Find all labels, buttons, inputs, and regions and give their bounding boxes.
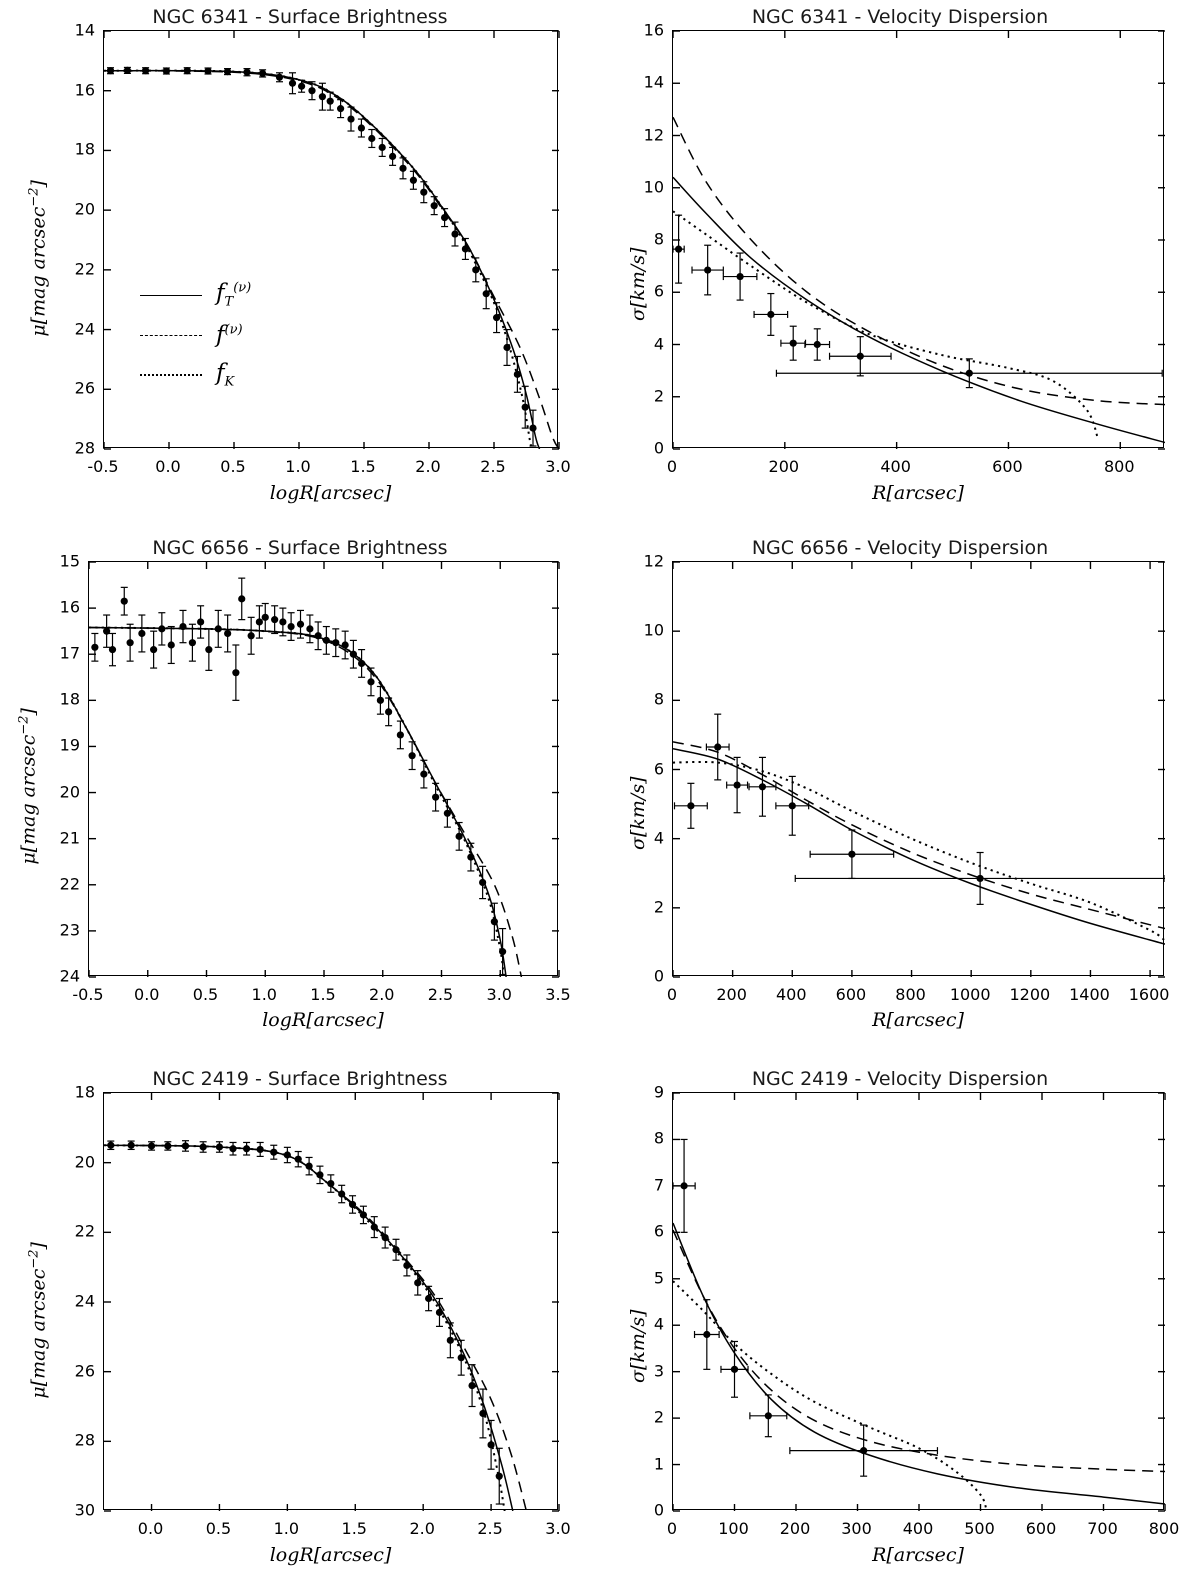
y-tick-label: 24 [74, 1291, 95, 1311]
data-point [848, 851, 855, 858]
data-point [256, 618, 263, 625]
data-point [687, 802, 694, 809]
y-tick-label: 22 [74, 1221, 95, 1241]
data-point [514, 371, 521, 378]
y-tick-label: 24 [74, 319, 95, 339]
x-axis-label: logR[arcsec] [262, 1009, 384, 1031]
data-point [158, 625, 165, 632]
x-tick-label: 1000 [949, 985, 991, 1004]
data-point [714, 743, 721, 750]
data-point [456, 833, 463, 840]
y-tick-label: 5 [653, 1268, 664, 1288]
x-tick-label: 0.5 [220, 457, 246, 476]
y-tick-label: 15 [59, 551, 80, 571]
data-point [522, 404, 529, 411]
data-point [306, 625, 313, 632]
data-point [305, 1163, 312, 1170]
x-tick-label: 200 [779, 1519, 811, 1538]
data-point [420, 189, 427, 196]
data-point [420, 771, 427, 778]
data-point [271, 616, 278, 623]
y-tick-label: 26 [74, 378, 95, 398]
plot-area [672, 30, 1164, 448]
data-point [229, 1145, 236, 1152]
data-point [295, 1156, 302, 1163]
data-point [458, 1354, 465, 1361]
data-point [243, 1145, 250, 1152]
y-tick-label: 6 [653, 1221, 664, 1241]
legend-item-f [140, 315, 251, 355]
data-point [315, 632, 322, 639]
y-tick-label: 22 [59, 874, 80, 894]
y-tick-label: 16 [59, 597, 80, 617]
data-point [389, 153, 396, 160]
data-point [447, 1337, 454, 1344]
data-point [487, 1441, 494, 1448]
data-point [347, 115, 354, 122]
data-point [323, 637, 330, 644]
x-tick-label: 3.0 [545, 457, 571, 476]
data-point [150, 646, 157, 653]
data-point [124, 67, 131, 74]
data-point [493, 314, 500, 321]
data-point [397, 731, 404, 738]
y-tick-label: 20 [74, 199, 95, 219]
x-tick-label: 3.0 [545, 1519, 571, 1538]
data-point [262, 614, 269, 621]
x-tick-label: 1.0 [251, 985, 277, 1004]
legend-label-f: $f^{(\nu)}$ [216, 322, 243, 348]
y-tick-label: 20 [59, 782, 80, 802]
data-point [441, 214, 448, 221]
y-tick-label: 8 [653, 689, 664, 709]
y-tick-label: 28 [74, 438, 95, 458]
y-tick-label: 3 [653, 1361, 664, 1381]
data-point [358, 660, 365, 667]
data-point [182, 1142, 189, 1149]
plot-area [103, 1092, 558, 1510]
x-tick-label: 3.0 [486, 985, 512, 1004]
data-point [444, 810, 451, 817]
panel-title: NGC 6656 - Surface Brightness [152, 537, 448, 559]
plot-area [88, 561, 558, 976]
data-point [279, 618, 286, 625]
data-point [128, 1142, 135, 1149]
data-point [91, 644, 98, 651]
plot-area [672, 561, 1164, 976]
x-tick-label: 400 [880, 457, 911, 476]
data-point [215, 625, 222, 632]
x-tick-label: 200 [716, 985, 747, 1004]
legend-label-fk: $f_K$ [216, 360, 235, 390]
curve-dotted [104, 1145, 505, 1511]
data-point [257, 1146, 264, 1153]
x-tick-label: -0.5 [87, 457, 119, 476]
data-point [736, 273, 743, 280]
x-tick-label: 500 [964, 1519, 995, 1538]
y-tick-label: 2 [653, 1407, 664, 1427]
data-point [966, 370, 973, 377]
data-point [197, 618, 204, 625]
data-point [675, 246, 682, 253]
x-tick-label: 2.0 [409, 1519, 435, 1538]
panel-ngc6341-sb [0, 0, 600, 531]
y-tick-label: 28 [74, 1430, 95, 1450]
y-tick-label: 14 [74, 20, 95, 40]
data-point [491, 918, 498, 925]
legend-swatch-dotted [140, 374, 202, 376]
data-point [479, 1410, 486, 1417]
data-point [216, 1143, 223, 1150]
data-point [860, 1447, 867, 1454]
data-point [731, 1366, 738, 1373]
data-point [163, 67, 170, 74]
legend [140, 275, 251, 395]
data-point [790, 340, 797, 347]
x-tick-label: 200 [768, 457, 800, 476]
x-tick-label: 2.0 [369, 985, 395, 1004]
y-tick-label: 26 [74, 1361, 95, 1381]
y-tick-label: 16 [74, 80, 95, 100]
x-tick-label: 600 [992, 457, 1023, 476]
data-point [409, 752, 416, 759]
curve-dashed [673, 742, 1165, 929]
data-point [327, 98, 334, 105]
data-point [371, 1224, 378, 1231]
y-tick-label: 0 [653, 438, 664, 458]
data-point [350, 651, 357, 658]
data-point [496, 1473, 503, 1480]
y-tick-label: 10 [643, 620, 664, 640]
data-point [759, 783, 766, 790]
y-tick-label: 8 [653, 1128, 664, 1148]
data-point [298, 83, 305, 90]
x-tick-label: 400 [775, 985, 807, 1004]
y-tick-label: 4 [653, 334, 664, 353]
y-tick-label: 18 [74, 139, 95, 159]
data-point [276, 74, 283, 81]
plot-canvas [104, 1093, 559, 1511]
data-point [308, 87, 315, 94]
y-tick-label: 19 [59, 735, 80, 755]
panel-title: NGC 2419 - Surface Brightness [152, 1068, 448, 1090]
data-point [204, 67, 211, 74]
x-tick-label: 800 [1148, 1519, 1180, 1538]
data-point [184, 67, 191, 74]
legend-label-ft: $f_T^{(\nu)}$ [216, 280, 252, 310]
panel-ngc6656-vd [600, 531, 1200, 1062]
x-tick-label: 1.0 [285, 457, 311, 476]
x-tick-label: 2.5 [480, 457, 506, 476]
panel-title: NGC 6341 - Surface Brightness [152, 6, 448, 28]
y-axis-label: σ[km/s] [627, 776, 649, 850]
y-tick-label: 21 [59, 828, 80, 848]
data-point [259, 70, 266, 77]
y-tick-label: 12 [643, 551, 664, 571]
y-tick-label: 23 [59, 920, 80, 940]
x-tick-label: 700 [1087, 1519, 1118, 1538]
data-point [483, 290, 490, 297]
x-tick-label: 0.0 [134, 985, 160, 1004]
plot-canvas [89, 562, 559, 977]
panel-ngc6341-vd [600, 0, 1200, 531]
data-point [342, 641, 349, 648]
panel-ngc2419-sb [0, 1062, 600, 1594]
x-axis-label: R[arcsec] [872, 482, 964, 504]
y-axis-label: μ[mag arcsec$^{-2}$] [16, 708, 40, 865]
y-tick-label: 1 [653, 1454, 664, 1474]
y-axis-label: μ[mag arcsec$^{-2}$] [26, 1242, 50, 1399]
data-point [316, 1171, 323, 1178]
data-point [205, 646, 212, 653]
data-point [349, 1201, 356, 1208]
panel-ngc6656-sb [0, 531, 600, 1062]
data-point [243, 69, 250, 76]
y-tick-label: 17 [59, 643, 80, 663]
x-tick-label: 3.5 [545, 985, 571, 1004]
x-tick-label: 800 [895, 985, 926, 1004]
x-tick-label: 1200 [1009, 985, 1051, 1004]
legend-swatch-dashed [140, 335, 202, 336]
y-axis-label: σ[km/s] [627, 247, 649, 321]
data-point [367, 678, 374, 685]
y-tick-label: 24 [59, 966, 80, 986]
data-point [425, 1295, 432, 1302]
x-tick-label: 400 [902, 1519, 934, 1538]
panel-ngc2419-vd [600, 1062, 1200, 1594]
x-tick-label: 0.0 [155, 457, 181, 476]
y-tick-label: 8 [653, 229, 664, 249]
data-point [297, 621, 304, 628]
y-tick-label: 16 [643, 20, 664, 40]
data-point [288, 623, 295, 630]
data-point [410, 177, 417, 184]
y-tick-label: 6 [653, 281, 664, 301]
y-tick-label: 2 [653, 386, 664, 406]
curve-dotted [673, 1281, 987, 1511]
data-point [238, 595, 245, 602]
y-tick-label: 20 [74, 1152, 95, 1172]
x-axis-label: R[arcsec] [872, 1544, 964, 1566]
data-point [148, 1142, 155, 1149]
y-tick-label: 22 [74, 259, 95, 279]
data-point [529, 425, 536, 432]
curve-solid [104, 1145, 513, 1511]
data-point [462, 245, 469, 252]
y-tick-label: 4 [653, 1314, 664, 1334]
x-tick-label: 2.5 [427, 985, 454, 1004]
x-tick-label: -0.5 [72, 985, 104, 1004]
data-point [327, 1180, 334, 1187]
data-point [467, 854, 474, 861]
curve-dashed [89, 627, 521, 977]
data-point [107, 1142, 114, 1149]
data-point [451, 230, 458, 237]
data-point [289, 80, 296, 87]
x-tick-label: 800 [1103, 457, 1135, 476]
data-point [503, 344, 510, 351]
data-point [814, 341, 821, 348]
data-point [284, 1151, 291, 1158]
x-tick-label: 600 [1025, 1519, 1057, 1538]
data-point [385, 708, 392, 715]
y-tick-label: 14 [643, 72, 664, 92]
data-point [680, 1182, 687, 1189]
plot-area [672, 1092, 1164, 1510]
data-point [436, 1309, 443, 1316]
data-point [414, 1279, 421, 1286]
data-point [189, 639, 196, 646]
data-point [179, 623, 186, 630]
data-point [109, 646, 116, 653]
data-point [765, 1412, 772, 1419]
x-tick-label: 600 [835, 985, 867, 1004]
data-point [164, 1142, 171, 1149]
panel-title: NGC 6656 - Velocity Dispersion [751, 537, 1049, 559]
legend-item-fk [140, 355, 251, 395]
x-tick-label: 1.5 [310, 985, 336, 1004]
y-tick-label: 4 [653, 828, 664, 848]
data-point [358, 124, 365, 131]
data-point [704, 266, 711, 273]
data-point [127, 639, 134, 646]
curve-solid [673, 177, 1165, 442]
data-point [377, 697, 384, 704]
x-tick-label: 0 [666, 457, 678, 476]
data-point [248, 632, 255, 639]
data-point [468, 1382, 475, 1389]
y-tick-label: 30 [74, 1500, 95, 1520]
y-tick-label: 0 [653, 966, 664, 986]
data-point [734, 781, 741, 788]
y-tick-label: 6 [653, 759, 664, 778]
panel-title: NGC 2419 - Velocity Dispersion [751, 1068, 1049, 1090]
data-point [382, 1234, 389, 1241]
y-tick-label: 12 [643, 125, 664, 144]
y-tick-label: 18 [74, 1082, 95, 1102]
data-point [319, 93, 326, 100]
data-point [479, 879, 486, 886]
x-tick-label: 2.0 [415, 457, 441, 476]
data-point [703, 1331, 710, 1338]
data-point [977, 875, 984, 882]
curve-dotted [673, 762, 1165, 941]
y-tick-label: 10 [643, 177, 664, 197]
x-axis-label: logR[arcsec] [269, 1544, 392, 1566]
data-point [399, 165, 406, 172]
y-axis-label: σ[km/s] [627, 1309, 649, 1383]
data-point [338, 1190, 345, 1197]
plot-canvas [673, 562, 1165, 977]
x-tick-label: 1600 [1128, 985, 1170, 1004]
data-point [857, 353, 864, 360]
data-point [168, 641, 175, 648]
data-point [403, 1262, 410, 1269]
x-tick-label: 0 [666, 1519, 678, 1538]
plot-canvas [673, 31, 1165, 449]
data-point [431, 202, 438, 209]
x-tick-label: 1.5 [341, 1519, 367, 1538]
x-axis-label: R[arcsec] [872, 1009, 964, 1031]
x-axis-label: logR[arcsec] [269, 482, 392, 504]
data-point [360, 1211, 367, 1218]
data-point [224, 630, 231, 637]
y-tick-label: 2 [653, 897, 664, 917]
curve-solid [89, 627, 506, 977]
data-point [499, 948, 506, 955]
data-point [200, 1143, 207, 1150]
data-point [270, 1149, 277, 1156]
data-point [232, 669, 239, 676]
x-tick-label: 2.5 [477, 1519, 503, 1538]
data-point [767, 311, 774, 318]
plot-canvas [673, 1093, 1165, 1511]
data-point [142, 67, 149, 74]
data-point [332, 639, 339, 646]
data-point [121, 598, 128, 605]
data-point [107, 67, 114, 74]
panel-title: NGC 6341 - Velocity Dispersion [751, 6, 1049, 28]
data-point [379, 144, 386, 151]
data-point [432, 794, 439, 801]
x-tick-label: 300 [841, 1519, 872, 1538]
data-point [392, 1246, 399, 1253]
x-tick-label: 1.5 [350, 457, 376, 476]
y-axis-label: μ[mag arcsec$^{-2}$] [26, 180, 50, 337]
x-tick-label: 0.5 [205, 1519, 232, 1538]
legend-swatch-solid [140, 295, 202, 296]
x-tick-label: 0 [666, 985, 678, 1004]
data-point [138, 630, 145, 637]
legend-item-ft [140, 275, 251, 315]
curve-solid [673, 749, 1165, 944]
data-point [472, 266, 479, 273]
data-point [224, 68, 231, 75]
y-tick-label: 7 [653, 1175, 664, 1195]
y-tick-label: 18 [59, 689, 80, 709]
x-tick-label: 1.0 [273, 1519, 300, 1538]
data-point [337, 105, 344, 112]
curve-dashed [673, 1230, 1165, 1472]
data-point [368, 135, 375, 142]
y-tick-label: 0 [653, 1500, 664, 1520]
y-tick-label: 9 [653, 1082, 664, 1102]
x-tick-label: 0.0 [137, 1519, 164, 1538]
data-point [789, 802, 796, 809]
curve-dotted [89, 627, 504, 977]
x-tick-label: 0.5 [192, 985, 219, 1004]
curve-dashed [104, 1145, 526, 1511]
x-tick-label: 1400 [1069, 985, 1110, 1004]
x-tick-label: 100 [718, 1519, 749, 1538]
